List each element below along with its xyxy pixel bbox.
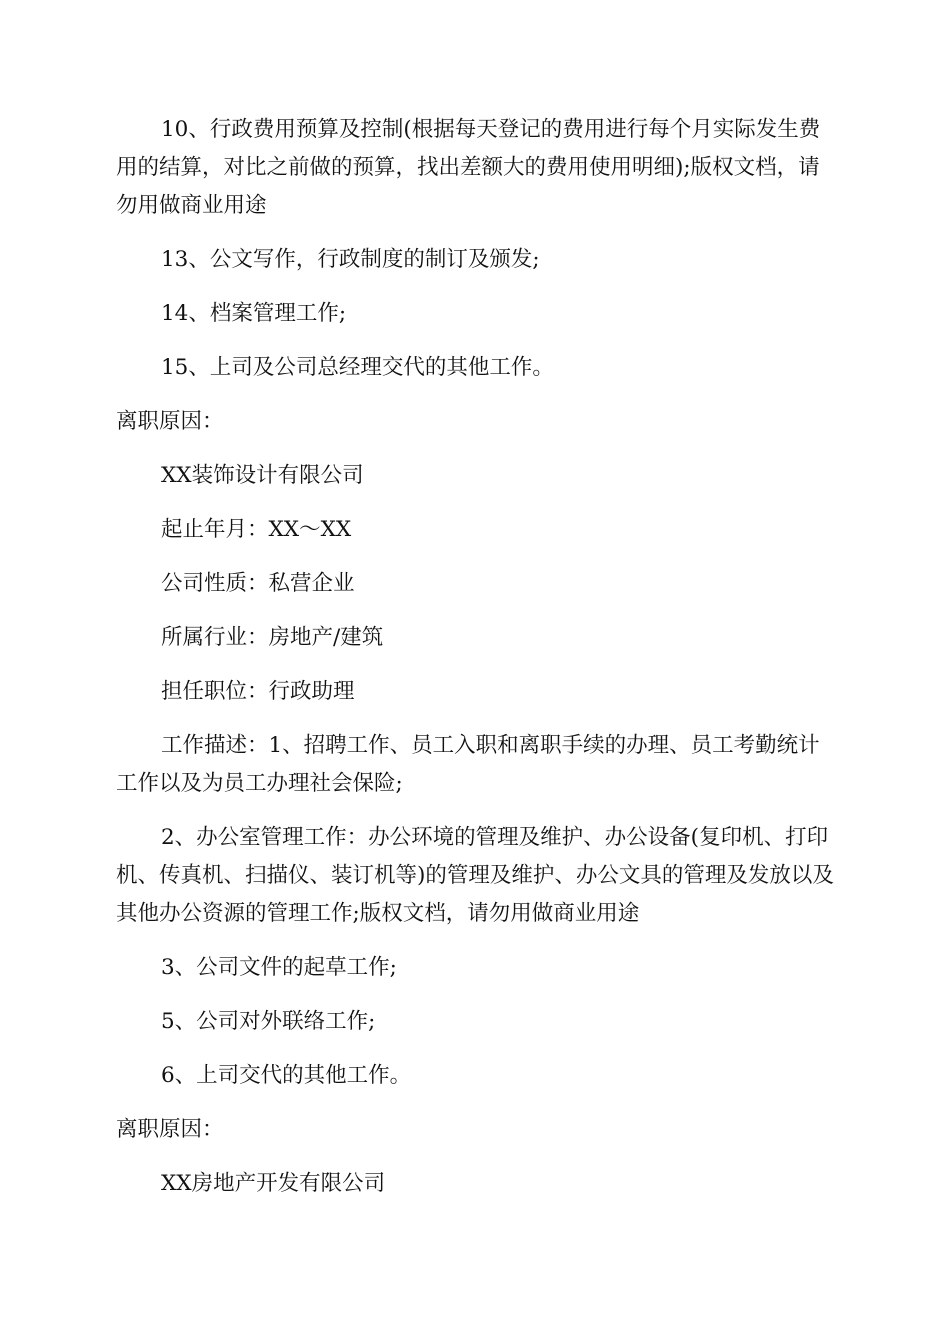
paragraph-item-15: 15、上司及公司总经理交代的其他工作。	[161, 355, 554, 380]
leave-reason-label: 离职原因：	[116, 409, 224, 434]
job-description-item-5: 5、公司对外联络工作;	[161, 1009, 376, 1034]
industry: 所属行业：房地产/建筑	[161, 625, 384, 650]
job-title: 担任职位：行政助理	[161, 679, 355, 704]
job-description-item-1: 工作描述：1、招聘工作、员工入职和离职手续的办理、员工考勤统计工作以及为员工办理社会保险;	[116, 733, 820, 796]
company-name-2: XX房地产开发有限公司	[161, 1171, 386, 1196]
paragraph-item-14: 14、档案管理工作;	[161, 301, 347, 326]
paragraph-item-13: 13、公文写作，行政制度的制订及颁发;	[161, 247, 540, 272]
paragraph-item-10: 10、行政费用预算及控制(根据每天登记的费用进行每个月实际发生费用的结算，对比之前做的预算，找出差额大的费用使用明细);版权文档，请勿用做商业用途	[116, 117, 821, 218]
leave-reason-label-2: 离职原因：	[116, 1117, 224, 1142]
job-description-item-6: 6、上司交代的其他工作。	[161, 1063, 412, 1088]
job-description-item-2: 2、办公室管理工作：办公环境的管理及维护、办公设备(复印机、打印机、传真机、扫描仪、装订机等)的管理及维护、办公文具的管理及发放以及其他办公资源的管理工作;版权文档，请勿用做商业用途	[116, 825, 834, 926]
employment-period: 起止年月：XX～XX	[161, 517, 352, 542]
company-name: XX装饰设计有限公司	[161, 463, 364, 488]
job-description-item-3: 3、公司文件的起草工作;	[161, 955, 397, 980]
company-nature: 公司性质：私营企业	[161, 571, 355, 596]
